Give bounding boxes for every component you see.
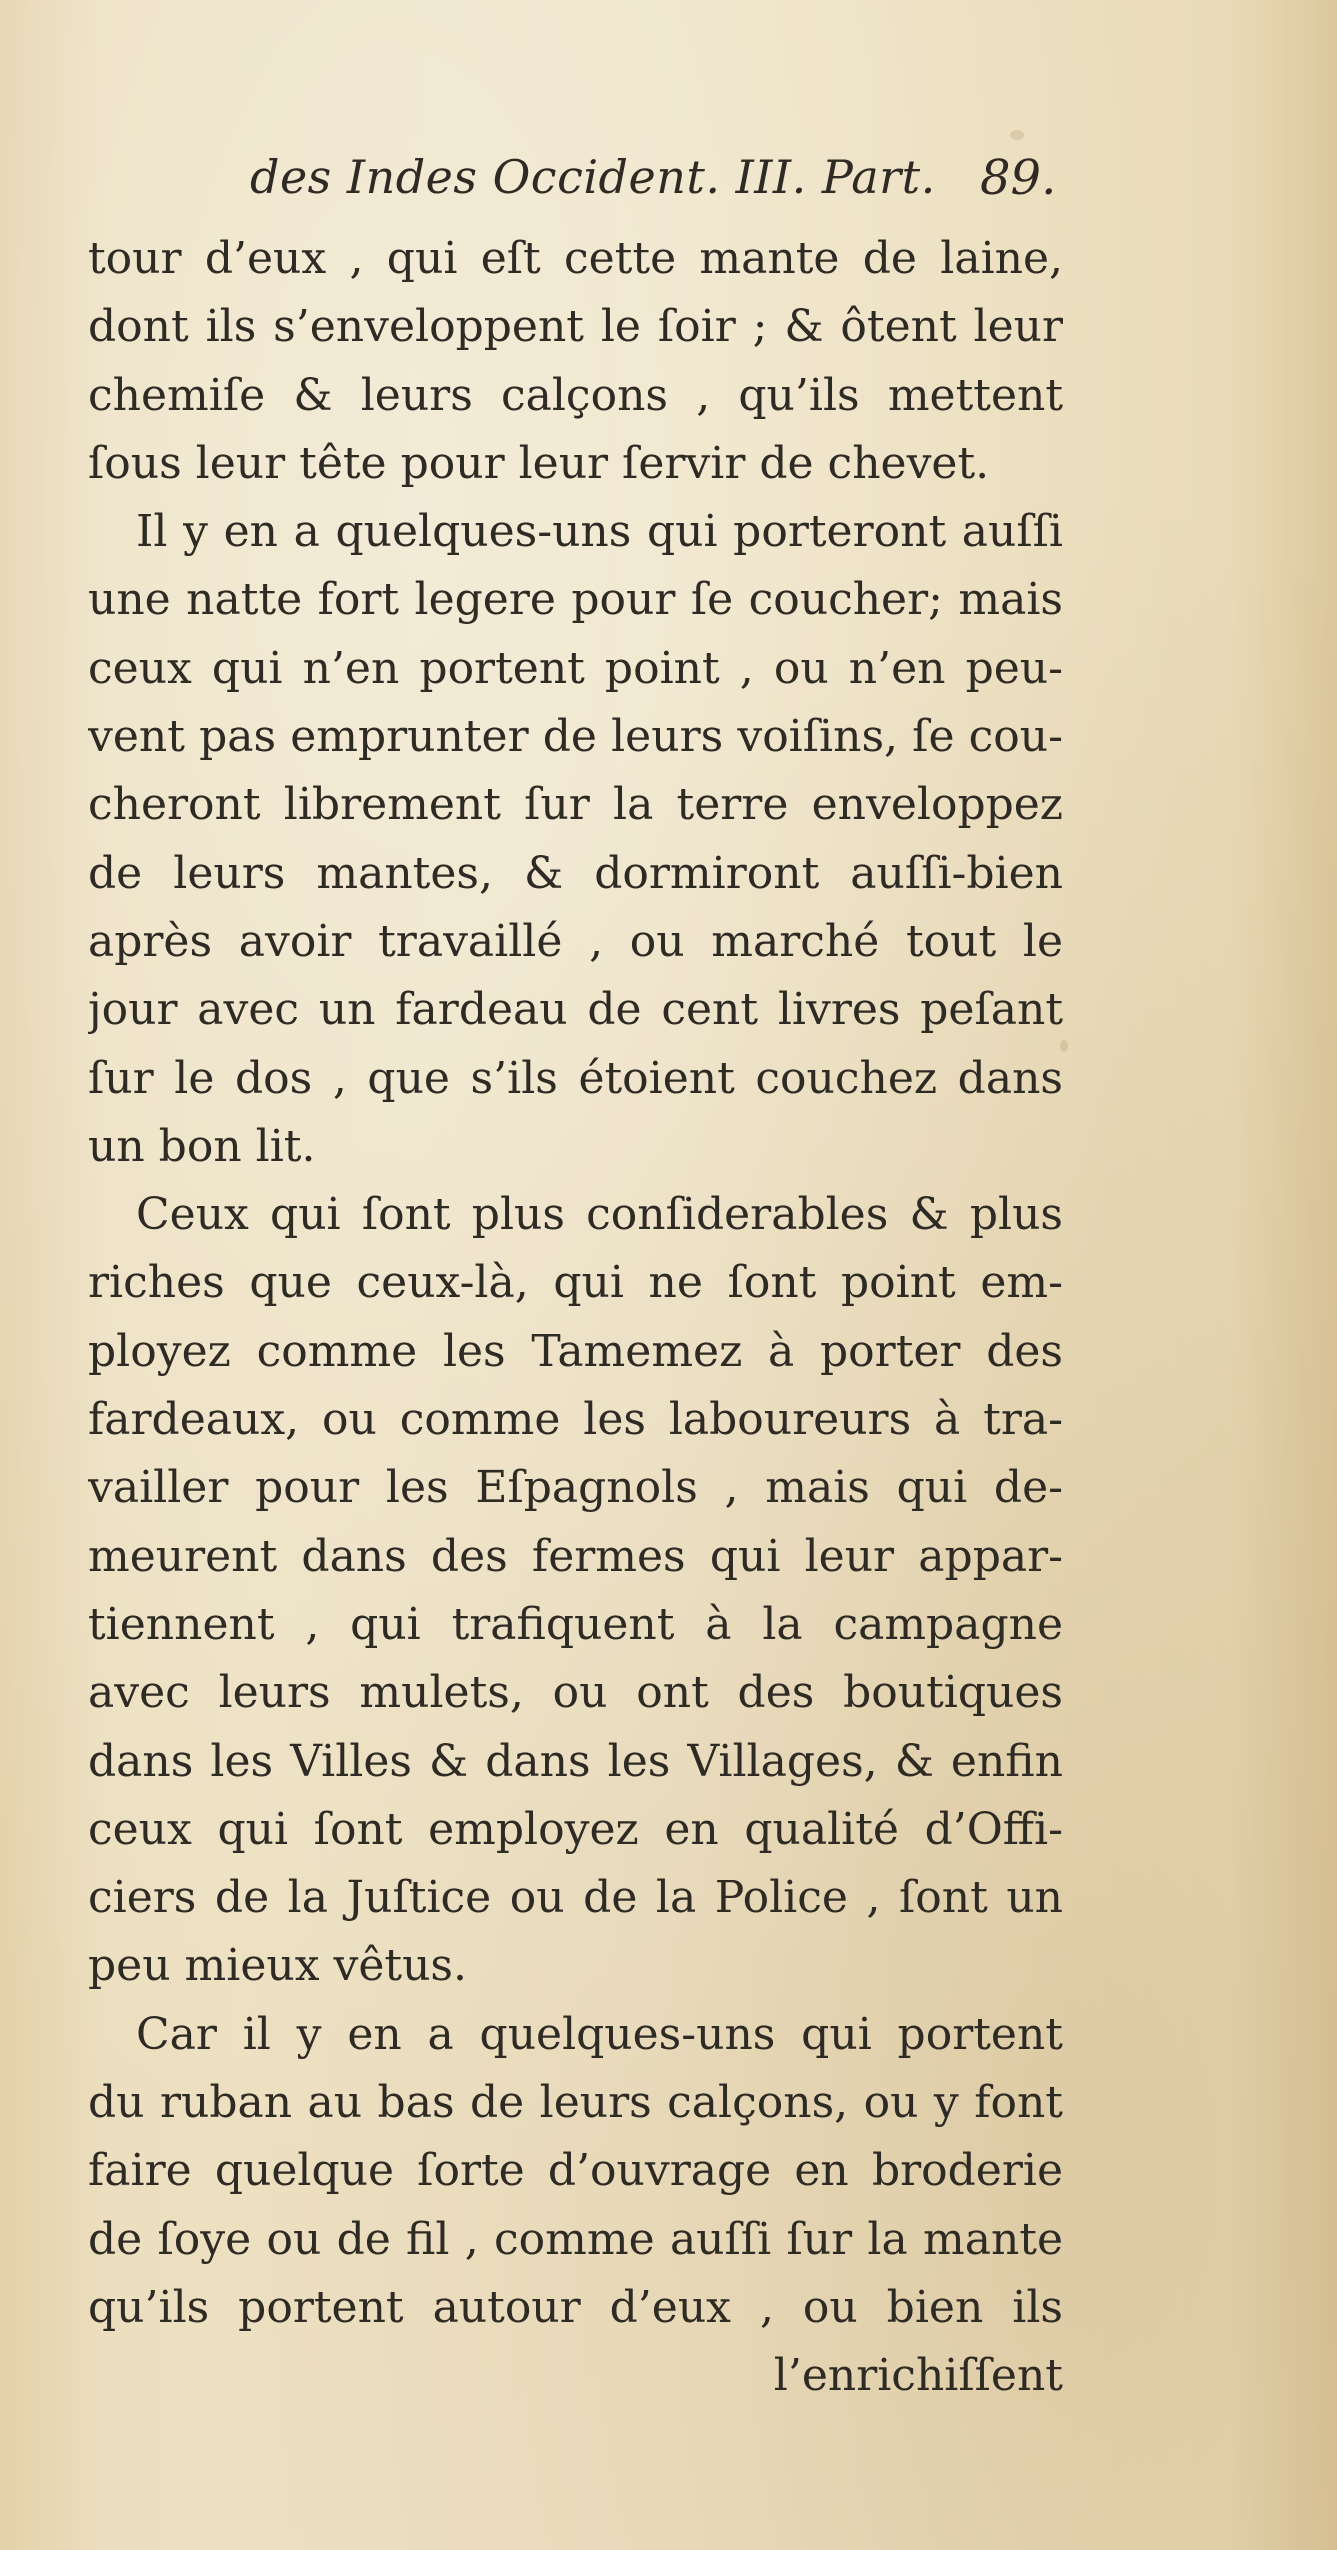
text-line: tour d’eux , qui eſt cette mante de laine, [88, 233, 1063, 284]
text-line: qu’ils portent autour d’eux , ou bien ils [88, 2281, 1063, 2333]
text-line: de leurs mantes, & dormiront auſſi-bien [88, 847, 1063, 899]
text-line: un bon lit. [88, 1120, 316, 1172]
foxing-spot [1010, 130, 1024, 140]
text-line: riches que ceux-là, qui ne ſont point em- [88, 1257, 1063, 1309]
text-line: ployez comme les Tamemez à porter des [88, 1325, 1063, 1377]
text-line: chemiſe & leurs calçons , qu’ils mettent [88, 369, 1063, 421]
body-text [88, 225, 1063, 2411]
page-number: 89. [980, 150, 1057, 206]
text-line: après avoir travaillé , ou marché tout le [88, 915, 1063, 967]
text-line: vailler pour les Eſpagnols , mais qui de- [88, 1462, 1063, 1514]
page-header [250, 150, 1057, 220]
text-line: une natte fort legere pour ſe coucher; mais [88, 574, 1063, 626]
text-line: dans les Villes & dans les Villages, & enfin [88, 1735, 1063, 1787]
text-line: meurent dans des fermes qui leur appar- [88, 1530, 1063, 1582]
catchword: l’enrichiſſent [773, 2350, 1063, 2402]
paragraph-first-line: Il y en a quelques-uns qui porteront auſſi [136, 506, 1063, 558]
text-line: avec leurs mulets, ou ont des boutiques [88, 1667, 1063, 1719]
text-line: fardeaux, ou comme les laboureurs à tra- [88, 1394, 1063, 1446]
paragraph-first-line: Ceux qui ſont plus conſiderables & plus [136, 1189, 1063, 1241]
text-line: ciers de la Juſtice ou de la Police , ſont un [88, 1872, 1063, 1924]
text-line: jour avec un fardeau de cent livres peſant [88, 984, 1063, 1036]
text-line: faire quelque ſorte d’ouvrage en broderie [88, 2145, 1063, 2197]
text-line: peu mieux vêtus. [88, 1940, 467, 1992]
text-line: tiennent , qui trafiquent à la campagne [88, 1598, 1063, 1650]
text-line: vent pas emprunter de leurs voiſins, ſe cou- [88, 711, 1063, 763]
text-line: de ſoye ou de fil , comme auſſi ſur la mante [88, 2213, 1063, 2265]
paragraph-first-line: Car il y en a quelques-uns qui portent [136, 2008, 1063, 2060]
running-head: des Indes Occident. III. Part. [250, 150, 936, 204]
text-line: du ruban au bas de leurs calçons, ou y font [88, 2077, 1063, 2129]
text-line: cheront librement ſur la terre enveloppez [88, 779, 1063, 831]
text-line: ſur le dos , que s’ils étoient couchez dans [88, 1052, 1063, 1104]
text-line: ſous leur tête pour leur ſervir de chevet. [88, 437, 990, 489]
text-line: dont ils s’enveloppent le ſoir ; & ôtent leur [88, 301, 1063, 353]
text-line: ceux qui n’en portent point , ou n’en peu- [88, 642, 1063, 694]
text-line: ceux qui ſont employez en qualité d’Offi- [88, 1803, 1063, 1855]
